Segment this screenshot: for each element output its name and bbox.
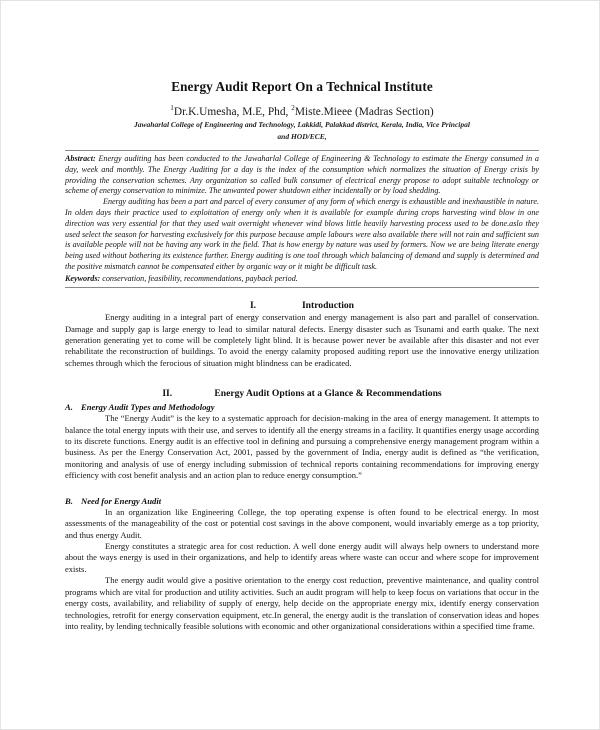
subsection-title-a: Energy Audit Types and Methodology [81, 402, 215, 413]
section-gap [65, 369, 539, 376]
author-name-1: Dr.K.Umesha, M.E, Phd, [173, 106, 292, 118]
section-heading-introduction [65, 288, 539, 311]
subsection-label-a: A. [65, 402, 73, 413]
section-title-2: Energy Audit Options at a Glance & Recommendations [214, 388, 442, 400]
section-number-1: I. [249, 300, 257, 312]
section-number-2: II. [162, 388, 173, 400]
subsection-heading-a [65, 399, 539, 412]
author-affiliation-marker-1: 1 [170, 104, 174, 113]
affiliation-line-2: and HOD/ECE, [277, 131, 327, 141]
abstract-paragraph-2: Energy auditing has been a part and parcel of every consumer of any form of which energy is exhaustible and inexhaustible in nature. In olden days their practice used to exploitation of energy only when it is available for example during crops harvesting wind blow in one direction was very essential for that they used wait overnight whenever wind blows little heavily harvesting process used to be done.aslo they used select the season for harvesting exclusively for this purpose because ample labours were also available there will not rain and sufficient sun is available people will not be having any work in the field. That is how energy by nature was used by formers. Now we are being literate energy being used without bothering its existence further. Energy auditing is one tool through which balancing of demand and supply is determined and the positive mismatch cannot be compensated either by organic way or it might be difficult task. [65, 197, 539, 271]
author-affiliation-marker-2: 2 [291, 104, 295, 113]
keywords-value: conservation, feasibility, recommendations, payback period. [100, 273, 298, 283]
subsection-title-b: Need for Energy Audit [81, 495, 162, 506]
keywords-line [65, 273, 539, 283]
subsection-heading-b [65, 493, 539, 506]
author-name-2: Miste.Mieee (Madras Section) [294, 106, 434, 118]
subsection-a-paragraph-1: The “Energy Audit” is the key to a systematic approach for decision-making in the area of energy management. It attempts to balance the total energy inputs with their use, and serves to identify all the energy streams in a facility. It quantifies energy usage according to its discrete functions. Energy audit is an effective tool in defining and pursuing a comprehensive energy management program within a business. As per the Energy Conservation Act, 2001, passed by the government of India, energy audit is defined as “the verification, monitoring and analysis of use of energy including submission of technical reports containing recommendations for improving energy efficiency with cost benefit analysis and an action plan to reduce energy consumption.” [65, 413, 539, 481]
page-title: Energy Audit Report On a Technical Institute [171, 79, 433, 94]
subsection-b-paragraph-2: Energy constitutes a strategic area for cost reduction. A well done energy audit will always help owners to understand more about the ways energy is used in their organizations, and help to identify areas where waste can occur and where scope for improvement exists. [65, 541, 539, 574]
subsection-b-paragraph-1: In an organization like Engineering College, the top operating expense is often found to be electrical energy. In most assessments of the manageability of the cost or potential cost savings in the above component, would invariably emerge as a top priority, and thus energy Audit. [65, 506, 539, 540]
subsection-label-b: B. [65, 495, 73, 506]
affiliation-line-1: Jawaharlal College of Engineering and Technology, Lakkidi, Palakkad district, Kerala, India, Vice Principal [134, 120, 470, 129]
section-title-1: Introduction [301, 300, 355, 312]
abstract-text-1: Energy auditing has been conducted to the Jawaharlal College of Engineering & Technology to estimate the Energy consumed in a day, week and monthly. The Energy Auditing for a day is the index of the consumption which normalizes the situation of Energy crisis by providing the conservation schemes. Any organization so called bulk consumer of electrical energy propose to adopt suitable technology or scheme of energy conservation to minimize. The unwanted power shutdown either incidentally or by load shedding. [65, 154, 539, 196]
abstract-section [65, 151, 539, 285]
abstract-label: Abstract: [65, 154, 96, 164]
keywords-label: Keywords: [65, 273, 101, 283]
subsection-b-paragraph-3: The energy audit would give a positive orientation to the energy cost reduction, preventive maintenance, and quality control programs which are vital for production and utility activities. Such an audit program will help to keep focus on variations that occur in the energy costs, availability, and reliability of supply of energy, help decide on the appropriate energy mix, identify energy conservation technologies, retrofit for energy conservation equipment, etc.In general, the energy audit is the translation of conservation ideas and hopes into reality, by lending technically feasible solutions with economic and other organizational considerations within a specified time frame. [65, 575, 539, 631]
page-content-area [65, 1, 539, 632]
abstract-paragraph-1 [65, 154, 539, 197]
author-line [65, 95, 539, 118]
subsection-gap [65, 482, 539, 493]
introduction-paragraph-1: Energy auditing in a integral part of energy conservation and energy management is also part and parallel of conservation. Damage and supply gap is large energy to lead to similar natural defects. Energy disaster such as Tsunami and earth quake. The next generation generating yet to come will be completely light blind. It is because power never be available after this disaster and not ever rehabilitate the reconstruction of buildings. To avoid the energy calamity proposed auditing report use the innovative energy utilization schemes through which the ferocious of situation might blindness can be eradicated. [65, 312, 539, 368]
section-heading-energy-audit-options [65, 376, 539, 399]
